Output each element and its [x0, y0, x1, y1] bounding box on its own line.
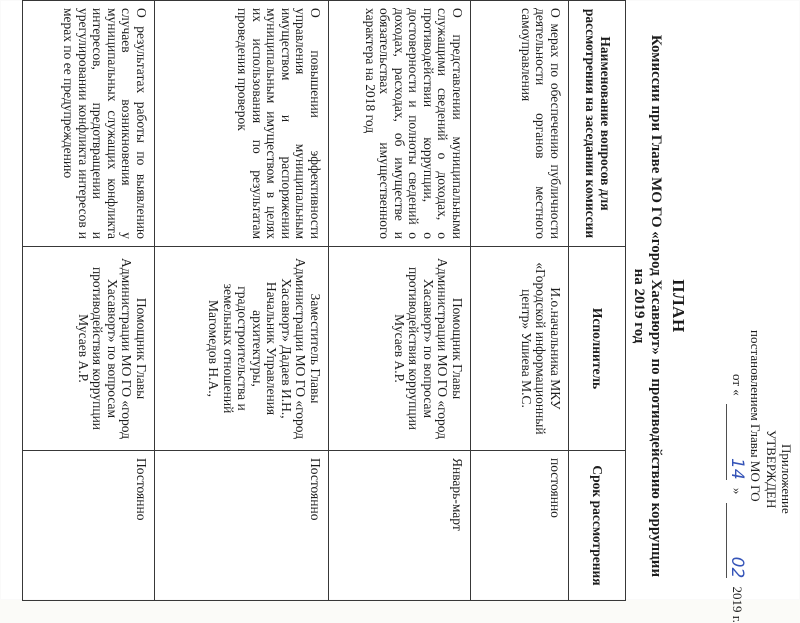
- executor-cell: Помощник Главы Администрации МО ГО «город Хасавюрт» по вопросам противодействия коррупции Мусаев А.Р.: [23, 247, 155, 451]
- table-header-row: [569, 1, 626, 601]
- topic-cell: О представлении муниципальными служащими сведений о доходах, о противодействии коррупции, о достоверности и полноты сведений о доходах, расходах, об имуществе и обязательствах имущественного характера на 2018 год: [329, 1, 471, 247]
- executor-cell: Помощник Главы Администрации МО ГО «город Хасавюрт» по вопросам противодействия коррупции Мусаев А.Р.: [329, 247, 471, 451]
- date-year: 2019 г.: [730, 586, 746, 623]
- executor-column-header: Исполнитель: [569, 247, 626, 451]
- deadline-cell: Январь-март: [329, 451, 471, 601]
- table-row: [155, 1, 329, 601]
- document-heading: [631, 26, 688, 586]
- topic-cell: О результатах работы по выявлению случаев возникновения у муниципальных служащих конфликта интересов, предотвращении и урегулировании конфликта интересов и мерах по ее предупреждению: [23, 1, 155, 247]
- date-separator: »: [730, 487, 746, 495]
- executor-cell: И.о.начальника МКУ «Городской информационный центр» Ушиева М.С.: [471, 247, 569, 451]
- date-prefix: от «: [730, 374, 746, 396]
- plan-subtitle: Комиссии при Главе МО ГО «город Хасавюрт» по противодействию коррупции на 2019 год: [631, 34, 664, 578]
- executor-cell: Заместитель Главы Администрации МО ГО «город Хасавюрт» Дадаев И.Н., Начальник Управления архитектуры, градостроительства и земельных отношений Магомедов Н.А.,: [155, 247, 329, 451]
- approval-date-row: [727, 320, 748, 623]
- deadline-column-header: Срок рассмотрения: [569, 451, 626, 601]
- appendix-label: Приложение: [779, 444, 794, 514]
- date-month: 02: [726, 503, 747, 579]
- topic-cell: О повышении эффективности управления муниципальным имуществом и распоряжении муниципальным имуществом в целях их использования по результатам проведения проверок: [155, 1, 329, 247]
- plan-title: ПЛАН: [669, 279, 688, 333]
- table-row: [23, 1, 155, 601]
- approved-label: УТВЕРЖДЕН: [763, 430, 779, 509]
- table-row: [329, 1, 471, 601]
- topic-cell: О мерах по обеспечению публичности деятельности органов местного самоуправления: [471, 1, 569, 247]
- plan-table: [22, 0, 626, 601]
- deadline-cell: Постоянно: [23, 451, 155, 601]
- date-day: 14: [726, 404, 747, 480]
- table-row: [471, 1, 569, 601]
- deadline-cell: Постоянно: [155, 451, 329, 601]
- approval-block: [727, 320, 794, 623]
- deadline-cell: постоянно: [471, 451, 569, 601]
- topic-column-header: Наименование вопросов для рассмотрения на заседании комиссии: [569, 1, 626, 247]
- decision-label: постановлением Главы МО ГО: [748, 330, 764, 502]
